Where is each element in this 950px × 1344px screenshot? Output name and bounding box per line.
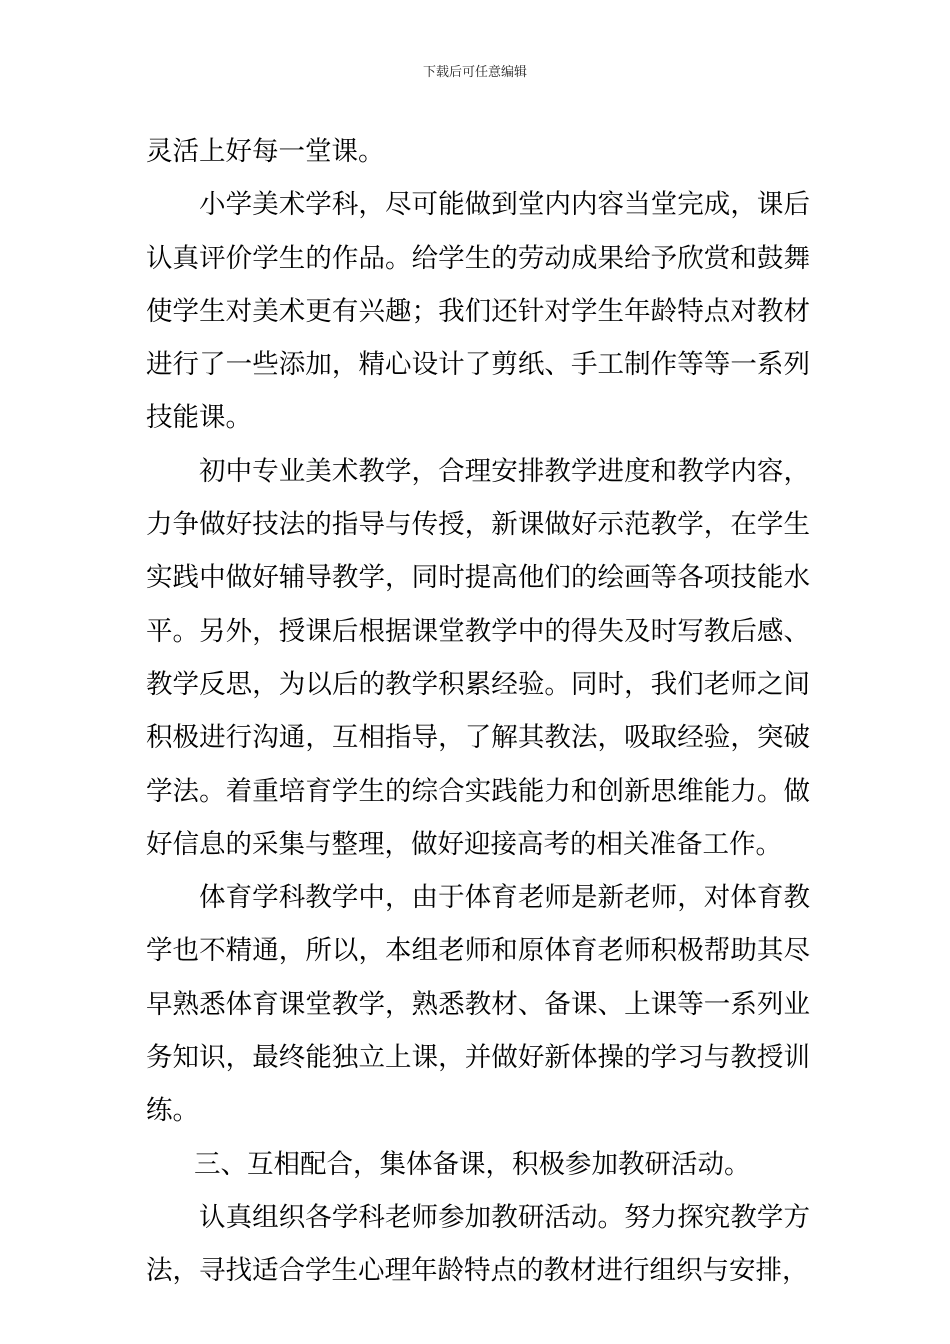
paragraph-3: 初中专业美术教学，合理安排教学进度和教学内容，力争做好技法的指导与传授，新课做好示范教学，在学生实践中做好辅导教学，同时提高他们的绘画等各项技能水平。另外，授课后根据课堂教学中的得失及时写教后感、教学反思，为以后的教学积累经验。同时，我们老师之间积极进行沟通，互相指导，了解其教法，吸取经验，突破学法。着重培育学生的综合实践能力和创新思维能力。做好信息的采集与整理，做好迎接高考的相关准备工作。 [146, 455, 810, 860]
paragraph-2: 小学美术学科，尽可能做到堂内内容当堂完成，课后认真评价学生的作品。给学生的劳动成果给予欣赏和鼓舞使学生对美术更有兴趣；我们还针对学生年龄特点对教材进行了一些添加，精心设计了剪纸、手工制作等等一系列技能课。 [146, 189, 810, 434]
section-heading-3: 三、互相配合，集体备课，积极参加教研活动。 [194, 1148, 751, 1180]
paragraph-4: 体育学科教学中，由于体育老师是新老师，对体育教学也不精通，所以，本组老师和原体育老师积极帮助其尽早熟悉体育课堂教学，熟悉教材、备课、上课等一系列业务知识，最终能独立上课，并做好新体操的学习与教授训练。 [146, 882, 810, 1127]
document-body [146, 125, 810, 1298]
paragraph-5: 认真组织各学科老师参加教研活动。努力探究教学方法，寻找适合学生心理年龄特点的教材进行组织与安排， [146, 1201, 810, 1287]
paragraph-1: 灵活上好每一堂课。 [146, 136, 385, 167]
page-header: 下载后可任意编辑 [422, 65, 527, 80]
